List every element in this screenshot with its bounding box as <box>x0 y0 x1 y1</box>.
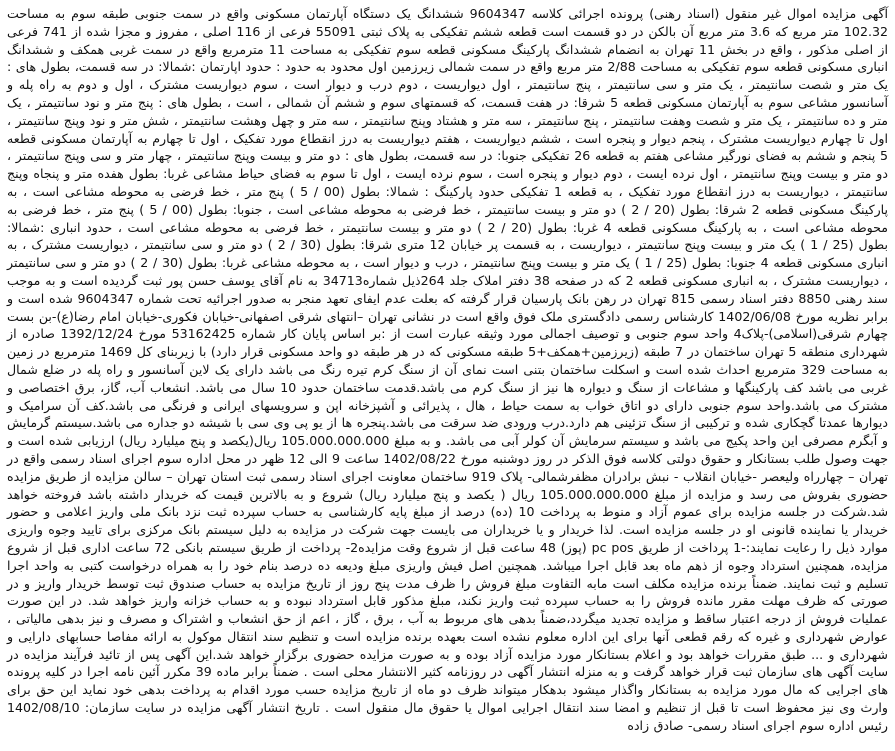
auction-notice-text: آگهی مزایده اموال غیر منقول (اسناد رهنی) پرونده اجرائی کلاسه 9604347 ششدانگ یک دستگاه آپارتمان مسکونی واقع در سمت جنوبی طبقه سوم به مساحت 102.32 متر مربع که 3.6 متر مربع آن بالکن در دو قسمت است قطعه ششم تفکیکی به پلاک ثبتی 55091 فرعی از 116 اصلی ، مفروز و مجزا شده از 741 فرعی از اصلی مذکور ، واقع در بخش 11 تهران به انضمام ششدانگ پارکینگ مسکونی قطعه سوم تفکیکی به مساحت 11 مترمربع واقع در سمت غربی همکف و ششدانگ انباری مسکونی قطعه سوم تفکیکی به مساحت 2/88 متر مربع واقع در سمت شمالی زیرزمین اول محدود به حدود : حدود اپارتمان :شمالا: در سه قسمت، بطول های : یک متر و شصت سانتیمتر ، یک متر و سی سانتیمتر ، پنج سانتیمتر ، اول دیواریست ، دوم درب و دیوار است ، سوم دیواریست مشترک ، اول و دوم به راه پله و آسانسور مشاعی سوم به آپارتمان مسکونی قطعه 5 شرقا: در هفت قسمت، که قسمتهای سوم و ششم آن شمالی ، است ، بطول های : پنج متر و نود سانتیمتر ، یک متر و ده سانتیمتر ، یک متر و شصت وهفت سانتیمتر ، پنج سانتیمتر ، سه متر و هشتاد وپنج سانتیمتر ، سه متر و چهل وهشت سانتیمتر ، شش متر و نود وپنج سانتیمتر ، اول تا چهارم دیواریست مشترک ، پنجم دیوار و پنجره است ، ششم دیواریست ، هفتم دیواریست به درز انقطاع مورد تفکیک ، اول تا چهارم به آپارتمان مسکونی قطعه 5 پنجم و ششم به فضای نورگیر مشاعی هفتم به قطعه 26 تفکیکی جنوبا: در سه قسمت، بطول های : دو متر و بیست وپنج سانتیمتر ، چهار متر و سی وپنج سانتیمتر ، دو متر و بیست وپنج سانتیمتر ، اول نرده ایست ، دوم دیوار و پنجره است ، سوم نرده ایست ، اول تا سوم به فضای حیاط مشاعی غربا: بطول هفده متر و پنجاه وپنج سانتیمتر ، دیواریست به درز انقطاع مورد تفکیک ، به قطعه 1 تفکیکی حدود پارکینگ : شمالا: بطول (00 / 5 ) پنج متر ، خط فرضی به محوطه مشاعی است ، به پارکینگ مسکونی قطعه 2 شرقا: بطول (20 / 2 ) دو متر و بیست سانتیمتر ، خط فرضی به محوطه مشاعی است ، جنوبا: بطول (00 / 5 ) پنج متر ، خط فرضی به محوطه مشاعی است ، به پارکینگ مسکونی قطعه 4 غربا: بطول (20 / 2 ) دو متر و بیست سانتیمتر ، خط فرضی به محوطه مشاعی است ، حدود انباری :شمالا: بطول (25 / 1 ) یک متر و بیست وپنج سانتیمتر ، دیواریست ، به قسمت پر خیابان 12 متری شرقا: بطول (30 / 2 ) دو متر و سی سانتیمتر ، دیواریست مشترک ، به انباری مسکونی قطعه 4 جنوبا: بطول (25 / 1 ) یک متر و بیست وپنج سانتیمتر ، درب و دیوار است ، به محوطه مشاعی غربا: بطول (30 / 2 ) دو متر و سی سانتیمتر ، دیواریست مشترک ، به انباری مسکونی قطعه 2 که در صفحه 38 دفتر املاک جلد 264ذیل شماره34713 به نام آقای یوسف حسن پور ثبت گردیده است و به موجب سند رهنی 8850 دفتر اسناد رسمی 815 تهران در رهن بانک پارسیان قرار گرفته که بعلت عدم ایفای تعهد منجر به صدور اجرائیه تحت شماره 9604347 شده است و برابر نظریه مورخ 1402/06/08 کارشناس رسمی دادگستری ملک فوق واقع است در نشانی تهران –انتهای شرقی اصفهانی-خیابان فکوری-خیابان امام رضا(ع)-بن بست چهارم شرقی(اسلامی)-پلاک4 واحد سوم جنوبی و توصیف اجمالی مورد وثیقه عبارت است از :بر اساس پایان کار شماره 53162425 مورخ 1392/12/24 صادره از شهرداری منطقه 5 تهران ساختمان در 7 طبقه (زیرزمین+همکف+5 طبقه مسکونی که در هر طبقه دو واحد مسکونی قرار دارد) با زیربنای کل 1469 مترمربع در زمین به مساحت 329 مترمربع احداث شده است و اسکلت ساختمان بتنی است نمای آن از سنگ کرم تیره رنگ می باشد دارای یک لاین آسانسور و راه پله در ضلع شمال غربی می باشد کف پارکینگها و مشاعات از سنگ و دیواره ها نیز از سنگ کرم می باشد.قدمت ساختمان حدود 10 سال می باشد. انشعاب آب، گاز، برق اختصاصی و مشترک می باشد.واحد سوم جنوبی دارای دو اتاق خواب به سمت حیاط ، هال ، پذیرائی و آشپزخانه اپن و سرویسهای ایرانی و فرنگی می باشد.کف آن سرامیک و دیوارها عمدتا گچکاری شده و ترکیبی از سنگ تزئینی هم دارد.درب ورودی ضد سرقت می باشد.پنجره ها از یو پی وی سی با شیشه دو جداره می باشد.سیستم گرمایش و آبگرم مصرفی این واحد پکیج می باشد و سیستم سرمایش آن کولر آبی می باشد. و به مبلغ 105.000.000.000 ریال(یکصد و پنج میلیارد ریال) ارزیابی شده است و جهت وصول طلب بستانکار و حقوق دولتی کلاسه فوق الذکر در روز دوشنبه مورخ 1402/08/22 ساعت 9 الی 12 ظهر در محل اداره سوم اجرای اسناد رسمی واقع در تهران – چهارراه ولیعصر -خیابان انقلاب - نبش برادران مظفرشمالی- پلاک 919 ساختمان معاونت اجرای اسناد رسمی ثبت استان تهران – سالن مزایده از طریق مزایده حضوری بفروش می رسد و مزایده از مبلغ 105.000.000.000 ریال ( یکصد و پنج میلیارد ریال) شروع و به بالاترین قیمت که خریدار داشته باشد فروخته خواهد شد.شرکت در جلسه مزایده برای عموم آزاد و منوط به پرداخت 10 (ده) درصد از مبلغ پایه کارشناسی به حساب سپرده ثبت نزد بانک ملی واریز اعلامی و حضور خریدار یا نماینده قانونی او در جلسه مزایده است. لذا خریدار و یا خریداران می بایست جهت شرکت در مزایده به دلیل سیستم بانک مرکزی برای تایید وجوه واریزی موارد ذیل را رعایت نمایند:-1 پرداخت از طریق pc pos (پوز) 48 ساعت قبل از شروع وقت مزایده2- پرداخت از طریق سیستم بانکی 72 ساعت اداری قبل از شروع مزایده، همچنین استرداد وجوه از ذهم ماه بعد قابل اجرا میباشد. همچنین اصل فیش واریزی مبلغ ودیعه ده درصد بنام خود را به همراه درخواست کتبی به واحد اجرا تسلیم و ثبت نمایند. ضمناً برنده مزایده مکلف است مابه التفاوت مبلغ فروش را ظرف مدت پنج روز از تاریخ مزایده به حساب صندوق ثبت توسط خریدار واریز و در صورتی که ظرف مهلت مقرر مانده فروش را به حساب سپرده ثبت واریز نکند، مبلغ مذکور قابل استرداد نبوده و به حساب خزانه واریز خواهد شد. در این صورت عملیات فروش از درجه اعتبار ساقط و مزایده تجدید میگردد،ضمناً بدهی های مربوط به آب ، برق ، گاز ، اعم از حق انشعاب و اشتراک و مصرف و نیز بدهی مالیاتی ، عوارض شهرداری و غیره که رقم قطعی آنها برای این اداره معلوم نشده است بعهده برنده مزایده است و تنظیم سند انتقال موکول به ارائه مفاصا حسابهای دارایی و شهرداری و ... طبق مقررات خواهد بود و اعلام بستانکار مورد مزایده آزاد بوده و به صورت مزایده حضوری برگزار خواهد شد.این آگهی پس از تائید فرآیند مزایده در سایت آگهی های سازمان ثبت قرار خواهد گرفت و به منزله انتشار آگهی در روزنامه کثیر الانتشار محلی است . ضمناً برابر ماده 39 مکرر آئین نامه اجرا در کلیه پرونده های اجرایی که مال مورد مزایده به بستانکار واگذار میشود بدهکار میتواند ظرف دو ماه از تاریخ مزایده حسب مورد اقدام به پرداخت بدهی خود نماید این حق برای وارث وی نیز محفوظ است تا قبل از تنظیم و امضا سند انتقال اجرایی اموال یا حقوق مال منقول است . تاریخ انتشار آگهی مزایده در سایت سازمان: 1402/08/10 رئیس اداره سوم اجرای اسناد رسمی- صادق زاده <box>7 6 889 733</box>
